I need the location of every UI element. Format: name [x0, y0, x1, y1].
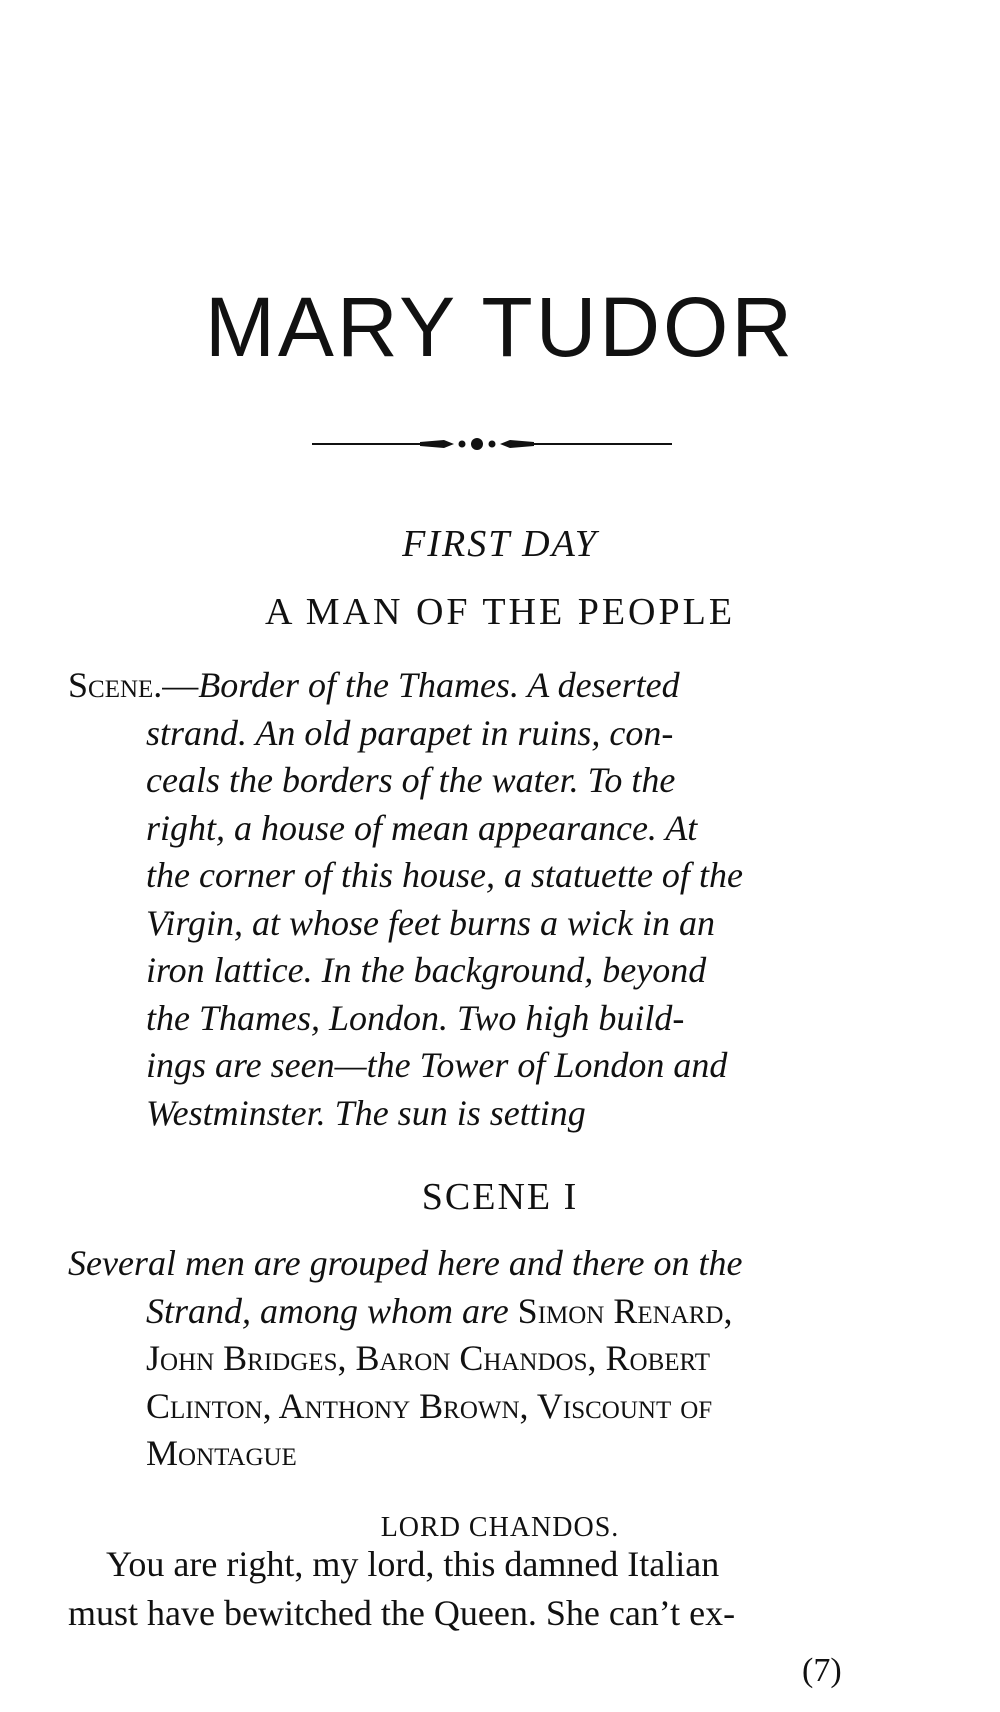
scene-direction-line: Strand, among whom are Simon Renard,	[146, 1290, 733, 1331]
scene-setting-line: ings are seen—the Tower of London and	[146, 1045, 728, 1085]
page-number: (7)	[802, 1652, 842, 1689]
dialogue-text	[68, 1540, 928, 1638]
act-title: A MAN OF THE PEOPLE	[264, 591, 736, 633]
scene-setting-line: right, a house of mean appearance. At	[146, 807, 698, 848]
scene-direction-line: John Bridges, Baron Chandos, Robert	[146, 1338, 710, 1378]
day-heading: FIRST DAY	[402, 523, 598, 565]
dialogue-line: You are right, my lord, this damned Italian	[106, 1544, 720, 1584]
scene-setting-line: the corner of this house, a statuette of the	[146, 855, 743, 895]
scene-label: Scene.—	[68, 665, 199, 705]
scene-setting-line: strand. An old parapet in ruins, con-	[146, 712, 674, 753]
scene-setting-line: the Thames, London. Two high build-	[146, 997, 685, 1038]
scene-setting-line: Westminster. The sun is setting	[146, 1092, 586, 1133]
scene-number: SCENE I	[421, 1176, 579, 1218]
scene-direction-line: Clinton, Anthony Brown, Viscount of	[146, 1385, 713, 1426]
scene-setting	[68, 662, 928, 1137]
scene-direction-line: Several men are grouped here and there on the	[68, 1243, 743, 1283]
speaker-name: LORD CHANDOS.	[380, 1512, 620, 1543]
ornamental-divider	[312, 432, 672, 456]
page-title: MARY TUDOR	[204, 280, 796, 374]
scene-setting-line: ceals the borders of the water. To the	[146, 760, 676, 800]
scene-setting-line: Scene.—Border of the Thames. A deserted	[68, 665, 680, 705]
dialogue-line: must have bewitched the Queen. She can’t ex-	[68, 1593, 736, 1633]
scene-setting-line: iron lattice. In the background, beyond	[146, 950, 707, 990]
scene-direction	[68, 1240, 928, 1478]
scene-setting-line: Virgin, at whose feet burns a wick in an	[146, 902, 715, 943]
scene-direction-line: Montague	[146, 1433, 297, 1473]
